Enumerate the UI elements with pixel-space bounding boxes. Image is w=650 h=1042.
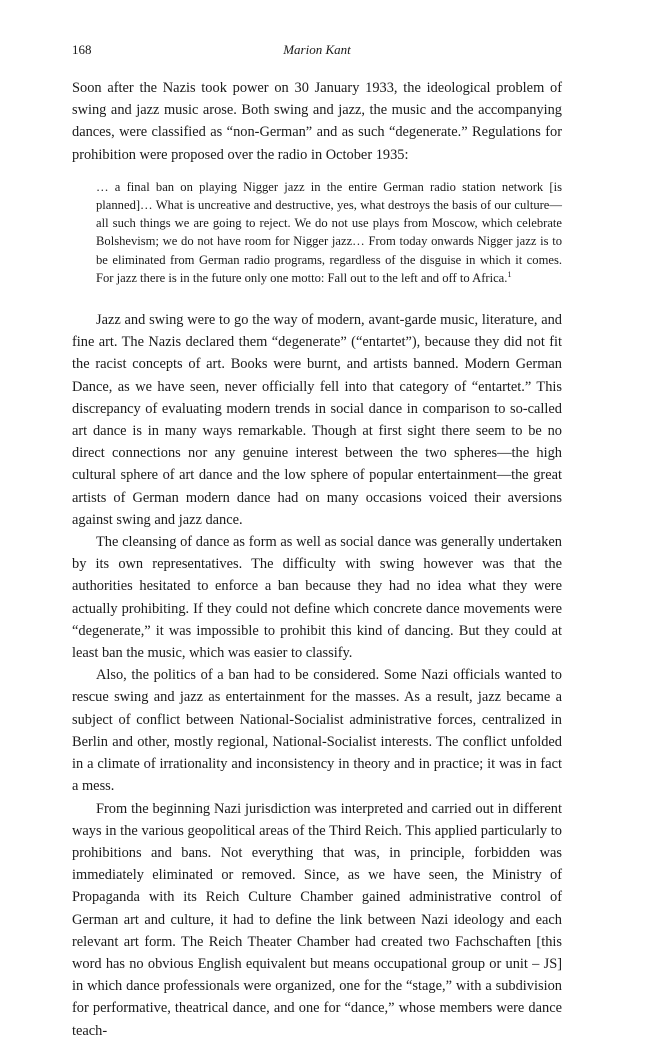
block-quote: [96, 178, 562, 287]
paragraph: The cleansing of dance as form as well as social dance was generally undertaken by its own representatives. The difficulty with swing however was that the authorities hesitated to enforce a ban because they had no idea what they were actually prohibiting. If they could not define which concrete dance movements were “degenerate,” it was impossible to prohibit this kind of dancing. But they could at least ban the music, which was easier to classify.: [72, 534, 562, 662]
book-page: [72, 40, 562, 1042]
paragraph: From the beginning Nazi jurisdiction was interpreted and carried out in different ways in the various geopolitical areas of the Third Reich. This applied particularly to prohibitions and bans. Not everything that was, in principle, forbidden was immediately eliminated or removed. Since, as we have seen, the Ministry of Propaganda with its Reich Culture Chamber gained administrative control of German art and culture, it had to define the link between Nazi ideology and each relevant art form. The Reich Theater Chamber had created two Fachschaften [this word has no obvious English equivalent but means occupational group or unit – JS] in which dance professionals were organized, one for the “stage,” with a subdivision for performative, theatrical dance, and one for “dance,” whose members were dance teach-: [72, 800, 562, 1039]
page-number: 168: [72, 42, 92, 57]
footnote-marker[interactable]: 1: [507, 268, 512, 279]
running-head-author: Marion Kant: [283, 42, 351, 57]
body-text: [72, 77, 562, 1042]
paragraph: Jazz and swing were to go the way of modern, avant-garde music, literature, and fine art. The Nazis declared them “degenerate” (“entartet”), because they did not fit the racist concepts of art. Books were burnt, and artists banned. Modern German Dance, as we have seen, never officially fell into that category of “entartet.” This discrepancy of evaluating modern trends in social dance in comparison to so-called art dance is in many ways remarkable. Though at first sight there seem to be no direct connections nor any genuine interest between the two spheres—the high cultural sphere of art dance and the low sphere of popular entertainment—the great artists of German modern dance had on many occasions voiced their aversions against swing and jazz dance.: [72, 312, 562, 528]
quote-text: … a final ban on playing Nigger jazz in the entire German radio station network [is planned]… What is uncreative and destructive, yes, what destroys the basis of our culture—all such things we are going to reject. We do not use plays from Moscow, which celebrate Bolshevism; we do not have room for Nigger jazz… From today onwards Nigger jazz is to be eliminated from German radio programs, regardless of the disguise in which it comes. For jazz there is in the future only one motto: Fall out to the left and off to Africa.: [96, 179, 562, 285]
running-head: [72, 40, 562, 60]
paragraph: Soon after the Nazis took power on 30 January 1933, the ideological problem of swing and jazz music arose. Both swing and jazz, the music and the accompanying dances, were classified as “non-German” and as such “degenerate.” Regulations for prohibition were proposed over the radio in October 1935:: [72, 80, 562, 163]
paragraph: Also, the politics of a ban had to be considered. Some Nazi officials wanted to rescue swing and jazz as entertainment for the masses. As a result, jazz became a subject of conflict between National-Socialist administrative forces, centralized in Berlin and other, mostly regional, National-Socialist interests. The conflict unfolded in a climate of irrationality and inconsistency in theory and in practice; it was in fact a mess.: [72, 667, 562, 795]
